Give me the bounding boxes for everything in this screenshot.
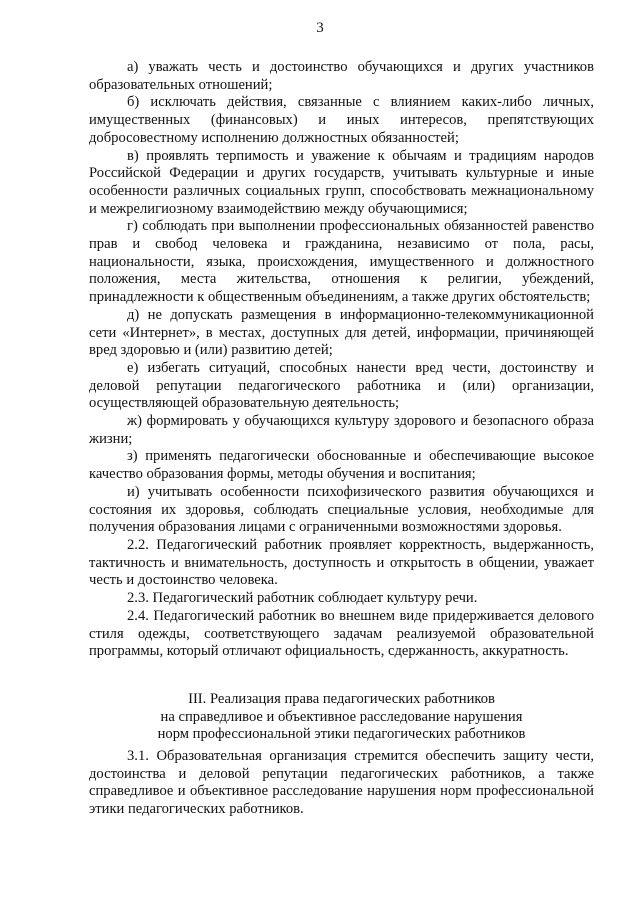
- paragraph-2-4: 2.4. Педагогический работник во внешнем виде придерживается делового стиля одежды, соответствующего задачам реализуемой образовательной программы, который отличают официальность, сдержанность, аккуратность.: [89, 607, 594, 660]
- section-heading-line-1: III. Реализация права педагогических работников: [188, 690, 495, 707]
- section-heading-line-2: на справедливое и объективное расследование нарушения: [160, 708, 523, 725]
- paragraph-2-3: 2.3. Педагогический работник соблюдает культуру речи.: [127, 590, 478, 607]
- section-heading-line-3: норм профессиональной этики педагогических работников: [157, 726, 526, 743]
- paragraph-v: в) проявлять терпимость и уважение к обычаям и традициям народов Российской Федерации и других государств, учитывать культурные и иные особенности различных социальных групп, способствовать межнациональному и межрелигиозному взаимодействию между обучающимися;: [89, 147, 594, 217]
- paragraph-i: и) учитывать особенности психофизического развития обучающихся и состояния их здоровья, соблюдать специальные условия, необходимые для получения образования лицами с ограниченными возможностями здоровья.: [89, 483, 594, 536]
- paragraph-2-2: 2.2. Педагогический работник проявляет корректность, выдержанность, тактичность и внимательность, доступность и открытость в общении, уважает честь и достоинство человека.: [89, 536, 594, 589]
- section-heading: [89, 691, 594, 744]
- paragraph-z: з) применять педагогически обоснованные и обеспечивающие высокое качество образования формы, методы обучения и воспитания;: [89, 448, 594, 483]
- page-number: 3: [316, 20, 324, 36]
- paragraph-zh: ж) формировать у обучающихся культуру здорового и безопасного образа жизни;: [89, 413, 594, 447]
- paragraph-b: б) исключать действия, связанные с влиянием каких-либо личных, имущественных (финансовых) и иных интересов, препятствующих добросовестному исполнению должностных обязанностей;: [89, 94, 594, 146]
- paragraph-3-1: 3.1. Образовательная организация стремится обеспечить защиту чести, достоинства и деловой репутации педагогических работников, а также справедливое и объективное расследование нарушения норм профессиональной этики педагогических работников.: [89, 748, 594, 818]
- paragraph-e: е) избегать ситуаций, способных нанести вред чести, достоинству и деловой репутации педагогического работника и (или) организации, осуществляющей образовательную деятельность;: [89, 359, 594, 412]
- paragraph-a: а) уважать честь и достоинство обучающихся и других участников образовательных отношений;: [89, 59, 594, 93]
- paragraph-d: д) не допускать размещения в информационно-телекоммуникационной сети «Интернет», в местах, доступных для детей, информации, причиняющей вред здоровью и (или) развитию детей;: [89, 306, 594, 359]
- paragraph-g: г) соблюдать при выполнении профессиональных обязанностей равенство прав и свобод человека и гражданина, независимо от пола, расы, национальности, языка, происхождения, имущественного и должностного положения, места жительства, отношения к религии, убеждений, принадлежности к общественным объединениям, а также других обстоятельств;: [89, 218, 594, 306]
- document-body: [89, 59, 594, 819]
